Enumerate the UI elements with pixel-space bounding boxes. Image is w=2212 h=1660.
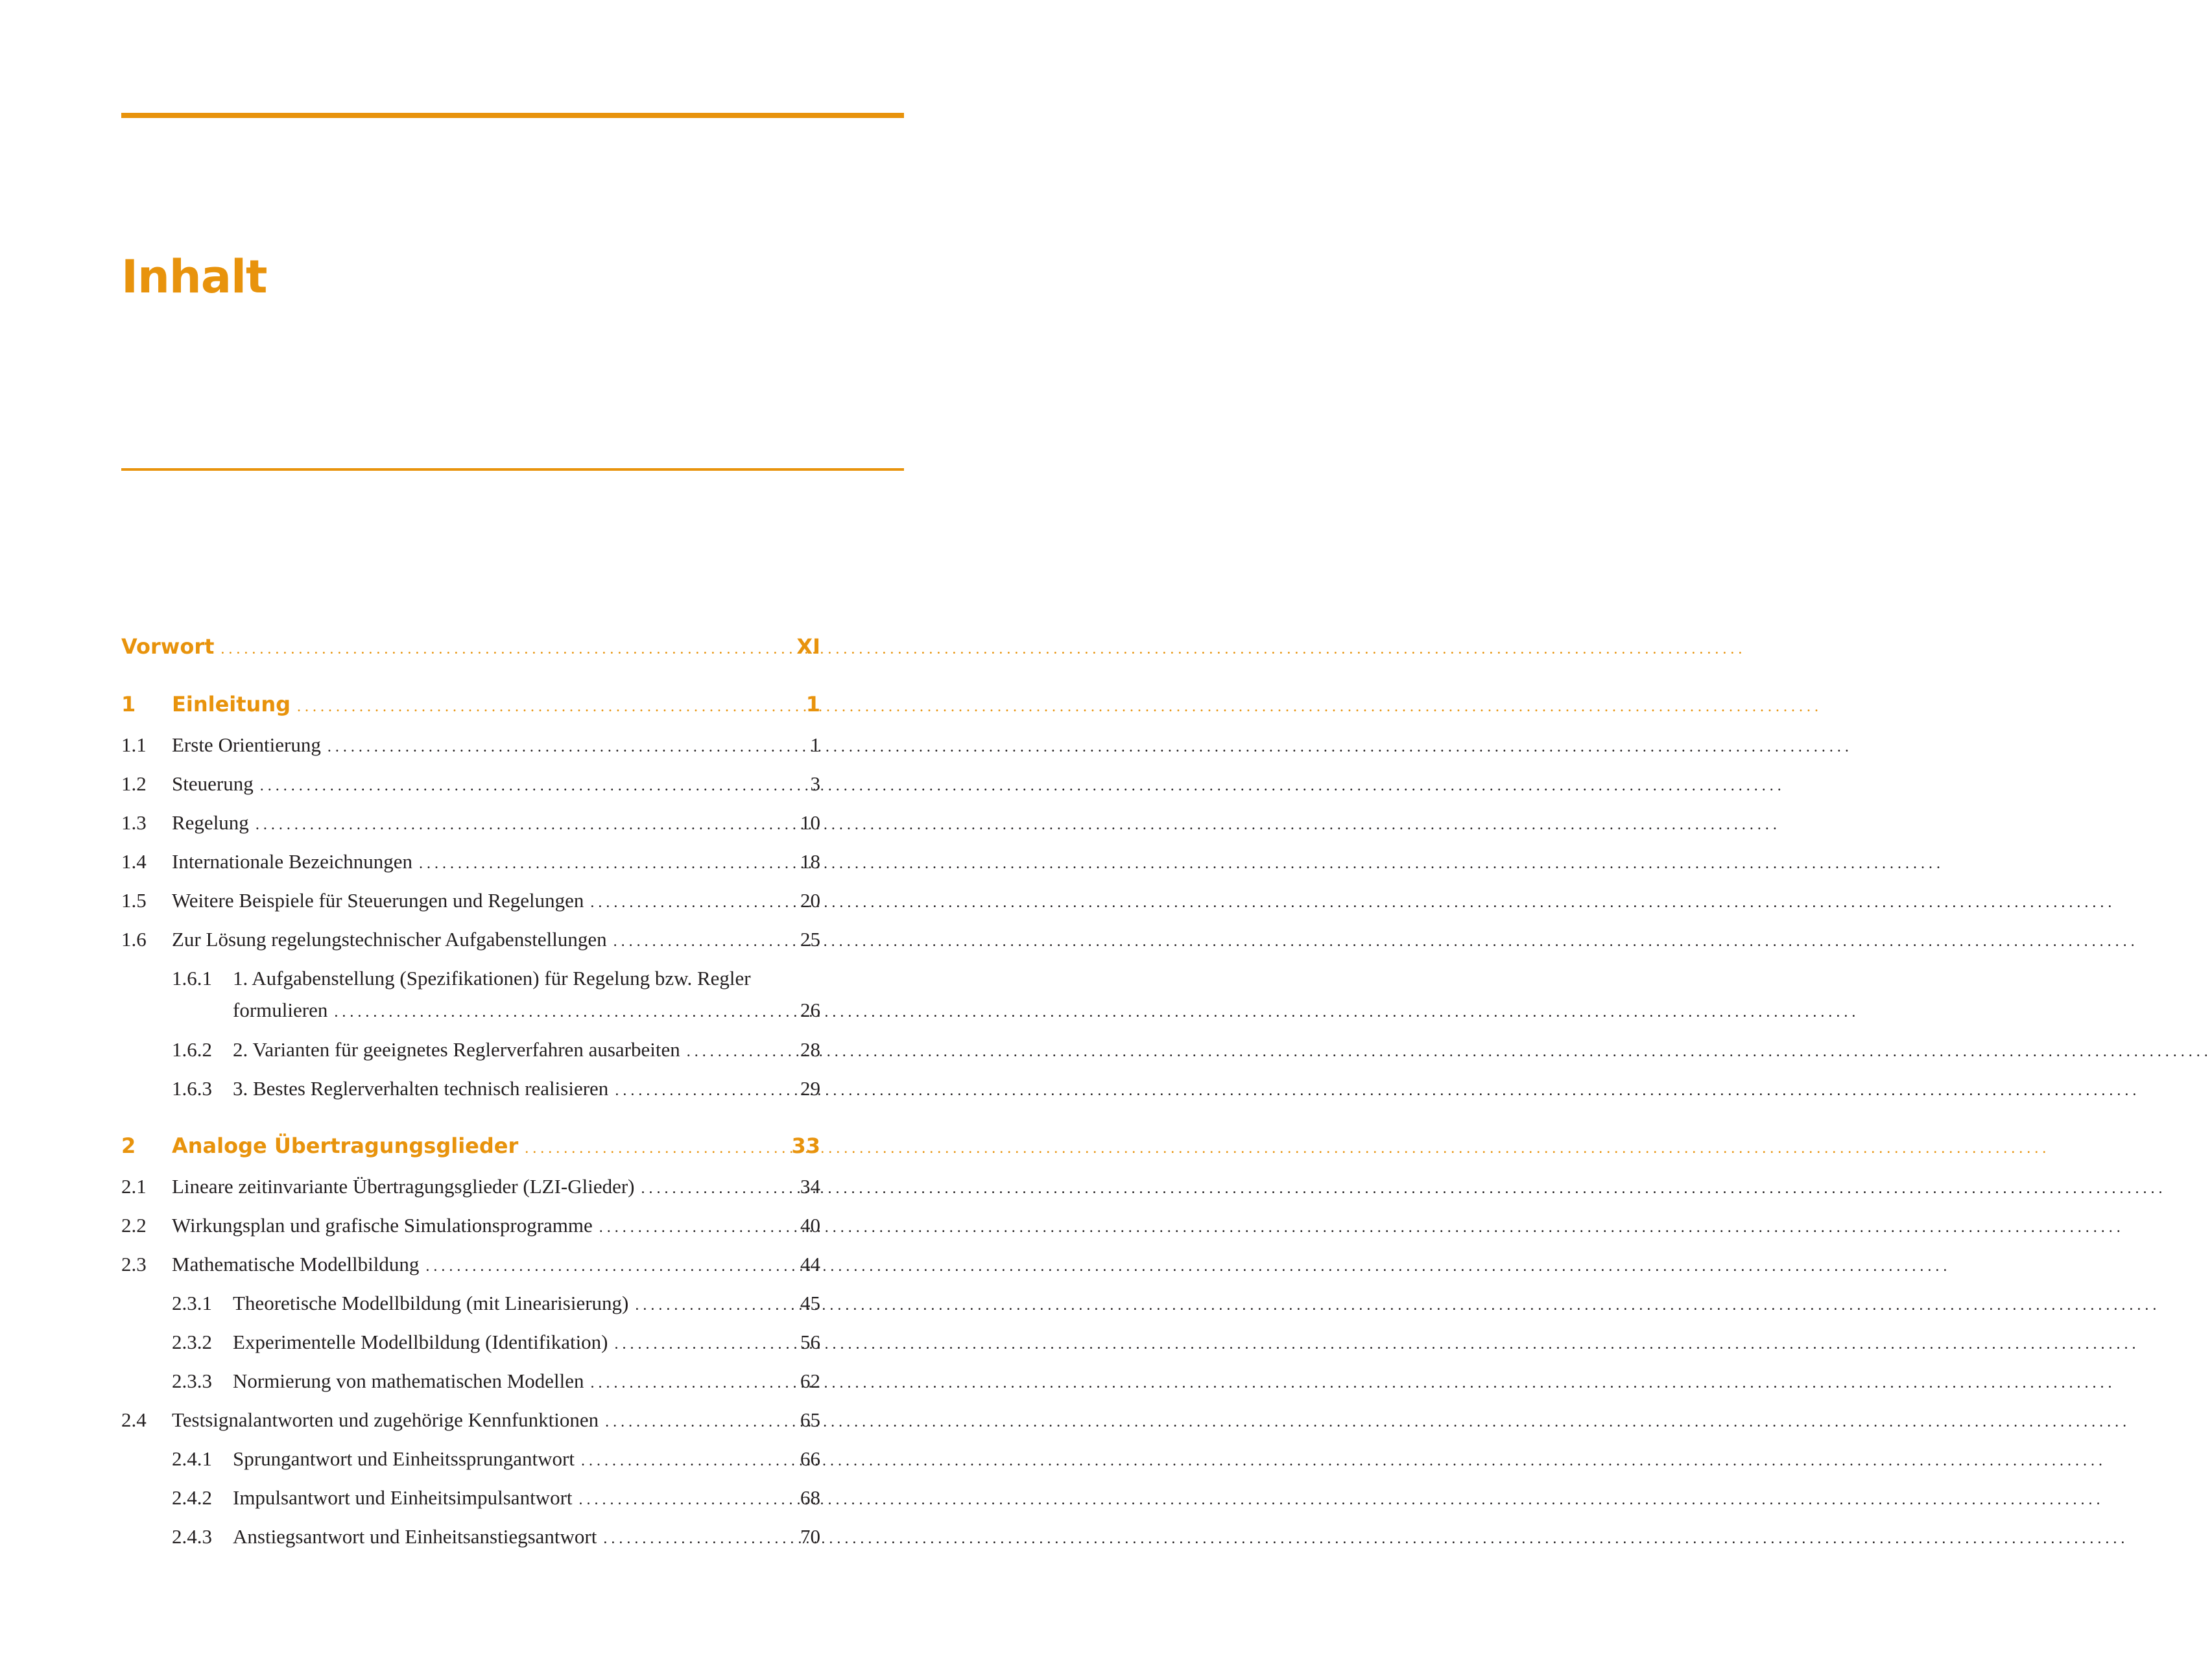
toc-number: 2.4.1 <box>172 1447 212 1470</box>
toc-number: 1.1 <box>121 733 147 756</box>
dot-leader <box>334 996 768 1028</box>
dot-leader <box>525 1132 768 1165</box>
toc-title: Impulsantwort und Einheitsimpulsantwort <box>233 1486 573 1509</box>
page-title: Inhalt <box>121 250 267 303</box>
dot-leader <box>260 770 768 802</box>
dot-leader <box>591 1367 768 1399</box>
toc-title: Einleitung <box>172 692 291 717</box>
dot-leader <box>425 1250 768 1283</box>
toc-page: 66 <box>800 1447 820 1470</box>
toc-number: 1.5 <box>121 889 147 912</box>
toc-number: 2.4 <box>121 1408 147 1431</box>
dot-leader <box>641 1172 769 1205</box>
toc-number: 1.6 <box>121 928 147 951</box>
toc-page: 3 <box>810 772 820 795</box>
toc-number: 2.3.2 <box>172 1331 212 1353</box>
toc-page: 40 <box>800 1214 820 1237</box>
toc-number: 2.3.1 <box>172 1292 212 1314</box>
toc-page: 44 <box>800 1253 820 1275</box>
toc-page: 26 <box>800 999 820 1021</box>
dot-leader <box>327 731 768 763</box>
dot-leader <box>579 1484 768 1516</box>
toc-title-line-1: 1. Aufgabenstellung (Spezifikationen) für Regelung bzw. Regler <box>233 967 751 990</box>
toc-title-line-2: formulieren <box>233 999 328 1021</box>
toc-number: 2.1 <box>121 1175 147 1198</box>
dot-leader <box>419 848 768 880</box>
toc-number: 2.2 <box>121 1214 147 1237</box>
toc-page: 56 <box>800 1331 820 1353</box>
dot-leader <box>590 886 768 919</box>
dot-leader <box>220 633 768 665</box>
toc-title: Erste Orientierung <box>172 733 321 756</box>
toc-page: 1 <box>810 733 820 756</box>
dot-leader <box>613 925 768 958</box>
toc-title: Analoge Übertragungsglieder <box>172 1133 519 1158</box>
toc-title: Anstiegsantwort und Einheitsanstiegsantwort <box>233 1525 597 1548</box>
toc-page: 10 <box>800 811 820 834</box>
toc-title: Weitere Beispiele für Steuerungen und Regelungen <box>172 889 584 912</box>
toc-number: 1.6.1 <box>172 967 212 990</box>
toc-number: 2.4.2 <box>172 1486 212 1509</box>
toc-title: Regelung <box>172 811 249 834</box>
toc-page: 70 <box>800 1525 820 1548</box>
toc-title: Vorwort <box>121 634 215 659</box>
dot-leader <box>603 1523 768 1555</box>
toc-title: Lineare zeitinvariante Übertragungsglieder (LZI-Glieder) <box>172 1175 635 1198</box>
toc-number: 1.6.3 <box>172 1077 212 1100</box>
toc-number: 1.2 <box>121 772 147 795</box>
dot-leader <box>256 809 768 841</box>
toc-page: 29 <box>800 1077 820 1100</box>
toc-title: Steuerung <box>172 772 254 795</box>
dot-leader <box>615 1328 768 1360</box>
toc-number: 1.4 <box>121 850 147 873</box>
toc-page: 28 <box>800 1038 820 1061</box>
toc-page: 34 <box>800 1175 820 1198</box>
dot-leader <box>599 1211 768 1244</box>
toc-page: 1 <box>805 692 820 717</box>
toc-title: Testsignalantworten und zugehörige Kennfunktionen <box>172 1408 599 1431</box>
table-of-contents <box>121 0 820 1660</box>
toc-entry-1-6-1[interactable] <box>121 962 820 1027</box>
toc-number: 2.3 <box>121 1253 147 1275</box>
toc-page: 18 <box>800 850 820 873</box>
dot-leader <box>297 691 768 723</box>
toc-title: Normierung von mathematischen Modellen <box>233 1370 584 1392</box>
dot-leader <box>605 1406 768 1438</box>
toc-number: 2 <box>121 1133 136 1158</box>
toc-title: Mathematische Modellbildung <box>172 1253 420 1275</box>
toc-number: 1.3 <box>121 811 147 834</box>
toc-page: 45 <box>800 1292 820 1314</box>
dot-leader <box>687 1036 768 1068</box>
toc-number: 2.4.3 <box>172 1525 212 1548</box>
toc-title: 2. Varianten für geeignetes Reglerverfahren ausarbeiten <box>233 1038 680 1061</box>
toc-page: 33 <box>791 1133 820 1158</box>
toc-page: 25 <box>800 928 820 951</box>
toc-title: Wirkungsplan und grafische Simulationsprogramme <box>172 1214 593 1237</box>
toc-number: 2.3.3 <box>172 1370 212 1392</box>
toc-page: 20 <box>800 889 820 912</box>
toc-title: Zur Lösung regelungstechnischer Aufgabenstellungen <box>172 928 607 951</box>
toc-title: Sprungantwort und Einheitssprungantwort <box>233 1447 575 1470</box>
dot-leader <box>581 1445 768 1477</box>
toc-page: 68 <box>800 1486 820 1509</box>
toc-number: 1 <box>121 692 136 717</box>
toc-title: Theoretische Modellbildung (mit Linearisierung) <box>233 1292 629 1314</box>
toc-page: 62 <box>800 1370 820 1392</box>
dot-leader <box>615 1074 768 1107</box>
toc-title: Experimentelle Modellbildung (Identifikation) <box>233 1331 608 1353</box>
toc-page: 65 <box>800 1408 820 1431</box>
toc-number: 1.6.2 <box>172 1038 212 1061</box>
toc-page: XI <box>796 634 820 659</box>
toc-title: Internationale Bezeichnungen <box>172 850 412 873</box>
dot-leader <box>635 1289 768 1322</box>
toc-title: 3. Bestes Reglerverhalten technisch realisieren <box>233 1077 609 1100</box>
